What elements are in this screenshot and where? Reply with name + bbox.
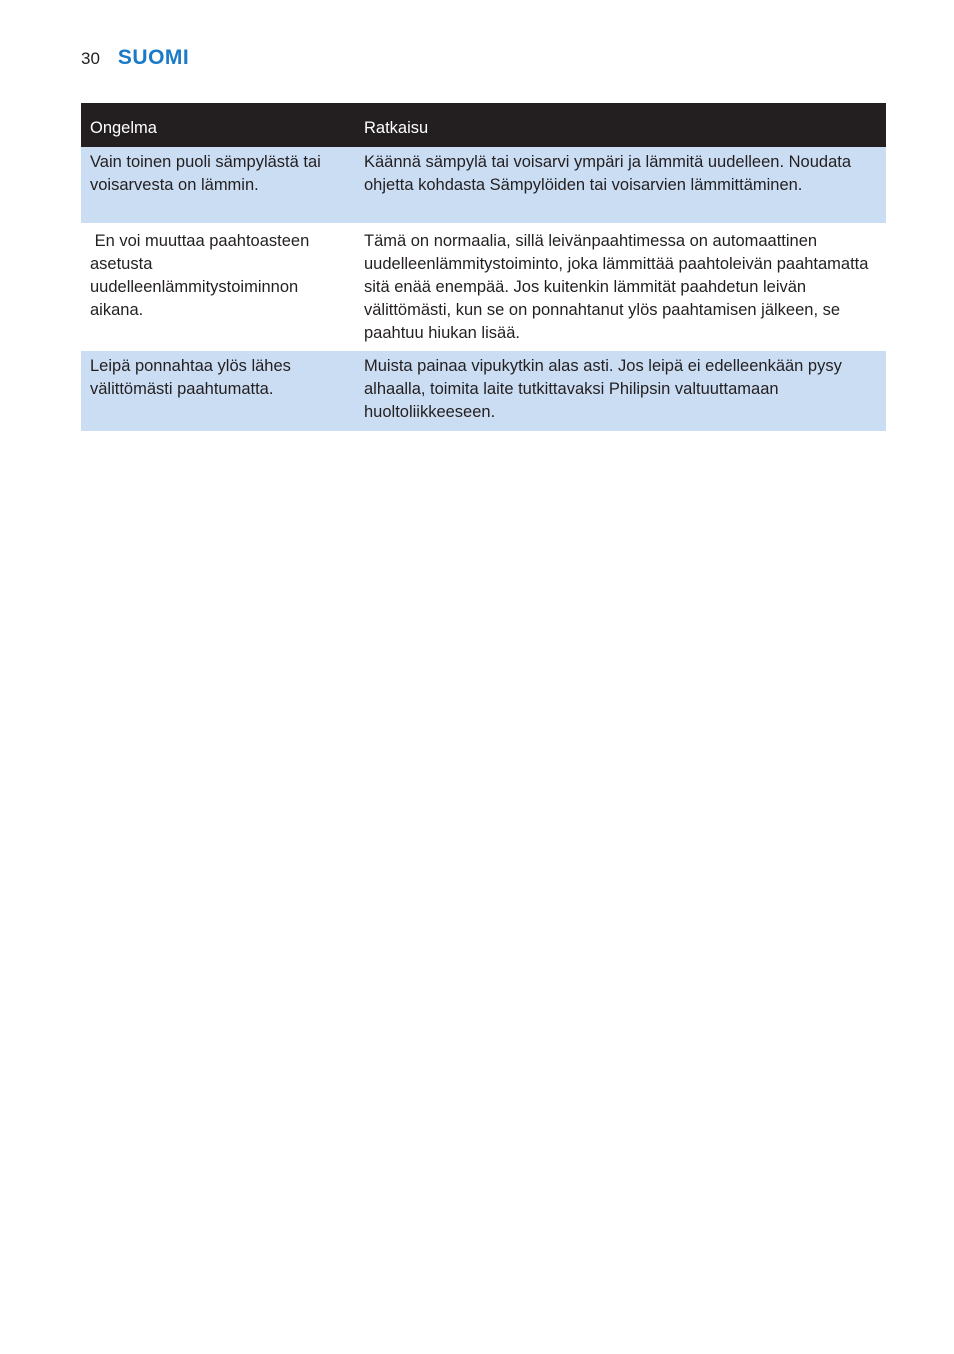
page-header [81, 46, 189, 76]
problem-cell: Leipä ponnahtaa ylös lähes välittömästi paahtumatta. [81, 351, 356, 431]
solution-cell: Tämä on normaalia, sillä leivänpaahtimessa on automaattinen uudelleenlämmitystoiminto, joka lämmittää paahtoleivän paahtamatta sitä enää enempää. Jos kuitenkin lämmität paahdetun leivän välittömästi, kun se on ponnahtanut ylös paahtamisen jälkeen, se paahtuu hiukan lisää. [356, 223, 886, 351]
table-row [81, 147, 886, 223]
problem-cell: En voi muuttaa paahtoasteen asetusta uudelleenlämmitystoiminnon aikana. [81, 223, 356, 351]
column-header-solution: Ratkaisu [356, 103, 886, 147]
solution-cell: Käännä sämpylä tai voisarvi ympäri ja lämmitä uudelleen. Noudata ohjetta kohdasta Sämpylöiden tai voisarvien lämmittäminen. [356, 147, 886, 223]
table-row [81, 223, 886, 351]
section-title: SUOMI [117, 46, 190, 69]
page-number: 30 [81, 49, 100, 68]
solution-cell: Muista painaa vipukytkin alas asti. Jos leipä ei edelleenkään pysy alhaalla, toimita laite tutkittavaksi Philipsin valtuuttamaan huoltoliikkeeseen. [356, 351, 886, 431]
troubleshooting-table [81, 103, 886, 431]
column-header-problem: Ongelma [81, 103, 356, 147]
problem-cell: Vain toinen puoli sämpylästä tai voisarvesta on lämmin. [81, 147, 356, 223]
table-header-row [81, 103, 886, 147]
table-row [81, 351, 886, 431]
